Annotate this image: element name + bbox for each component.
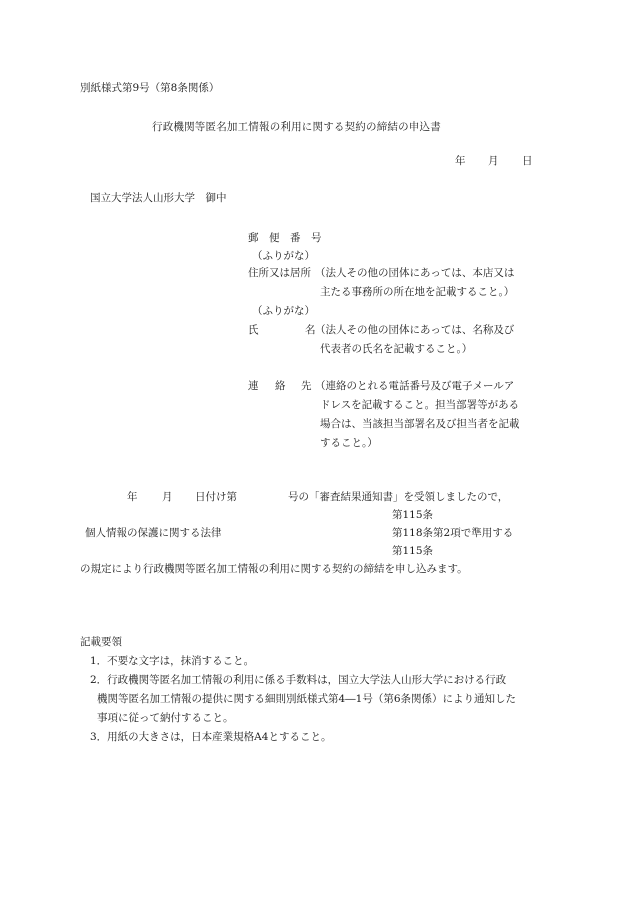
form-number: 別紙様式第9号（第8条関係） xyxy=(80,82,220,94)
name-note-line1: （法人その他の団体にあっては、名称及び xyxy=(315,324,515,336)
article-115-second: 第115条 xyxy=(392,545,434,557)
note-item-2-line1: 2．行政機関等匿名加工情報の利用に係る手数料は，国立大学法人山形大学における行政 xyxy=(90,674,507,686)
contact-note-line2: ドレスを記載すること。担当部署等がある xyxy=(320,399,520,411)
document-title: 行政機関等匿名加工情報の利用に関する契約の締結の申込書 xyxy=(152,121,441,133)
article-115: 第115条 xyxy=(392,509,434,521)
note-item-3: 3．用紙の大きさは，日本産業規格A4とすること。 xyxy=(90,731,332,743)
note-item-2-line2: 機関等匿名加工情報の提供に関する細則別紙様式第4―1号（第6条関係）により通知した xyxy=(97,693,517,705)
name-note-line2: 代表者の氏名を記載すること。） xyxy=(320,343,473,355)
contact-note-line4: すること。） xyxy=(320,437,378,449)
body-date-number-label: 日付け第 xyxy=(195,491,237,503)
date-year-label: 年 xyxy=(455,155,466,167)
notes-heading: 記載要領 xyxy=(80,636,122,648)
body-year-label: 年 xyxy=(127,491,138,503)
contact-label-3: 先 xyxy=(301,380,312,392)
body-month-label: 月 xyxy=(162,491,173,503)
address-label: 住所又は居所 xyxy=(248,267,311,279)
contact-label-2: 絡 xyxy=(275,380,286,392)
date-month-label: 月 xyxy=(488,155,499,167)
address-note-line2: 主たる事務所の所在地を記載すること。） xyxy=(320,286,515,298)
body-receipt-text: 号の「審査結果通知書」を受領しましたので， xyxy=(288,491,509,503)
note-item-1: 1．不要な文字は，抹消すること。 xyxy=(90,655,255,667)
contact-label-1: 連 xyxy=(248,380,259,392)
address-note-line1: （法人その他の団体にあっては、本店又は xyxy=(315,267,515,279)
name-label-first: 氏 xyxy=(248,324,259,336)
addressee: 国立大学法人山形大学 御中 xyxy=(90,192,227,204)
furigana-label-name: （ふりがな） xyxy=(252,305,315,317)
article-118: 第118条第2項で準用する xyxy=(392,527,514,539)
contact-note-line3: 場合は、当該担当部署名及び担当者を記載 xyxy=(320,418,520,430)
furigana-label-address: （ふりがな） xyxy=(252,250,315,262)
law-name: 個人情報の保護に関する法律 xyxy=(85,527,222,539)
closing-statement: の規定により行政機関等匿名加工情報の利用に関する契約の締結を申し込みます。 xyxy=(80,563,468,575)
postal-code-label: 郵 便 番 号 xyxy=(248,232,322,244)
note-item-2-line3: 事項に従って納付すること。 xyxy=(97,712,234,724)
contact-note-line1: （連絡のとれる電話番号及び電子メールア xyxy=(315,380,515,392)
date-day-label: 日 xyxy=(522,155,533,167)
name-label-second: 名 xyxy=(305,324,316,336)
